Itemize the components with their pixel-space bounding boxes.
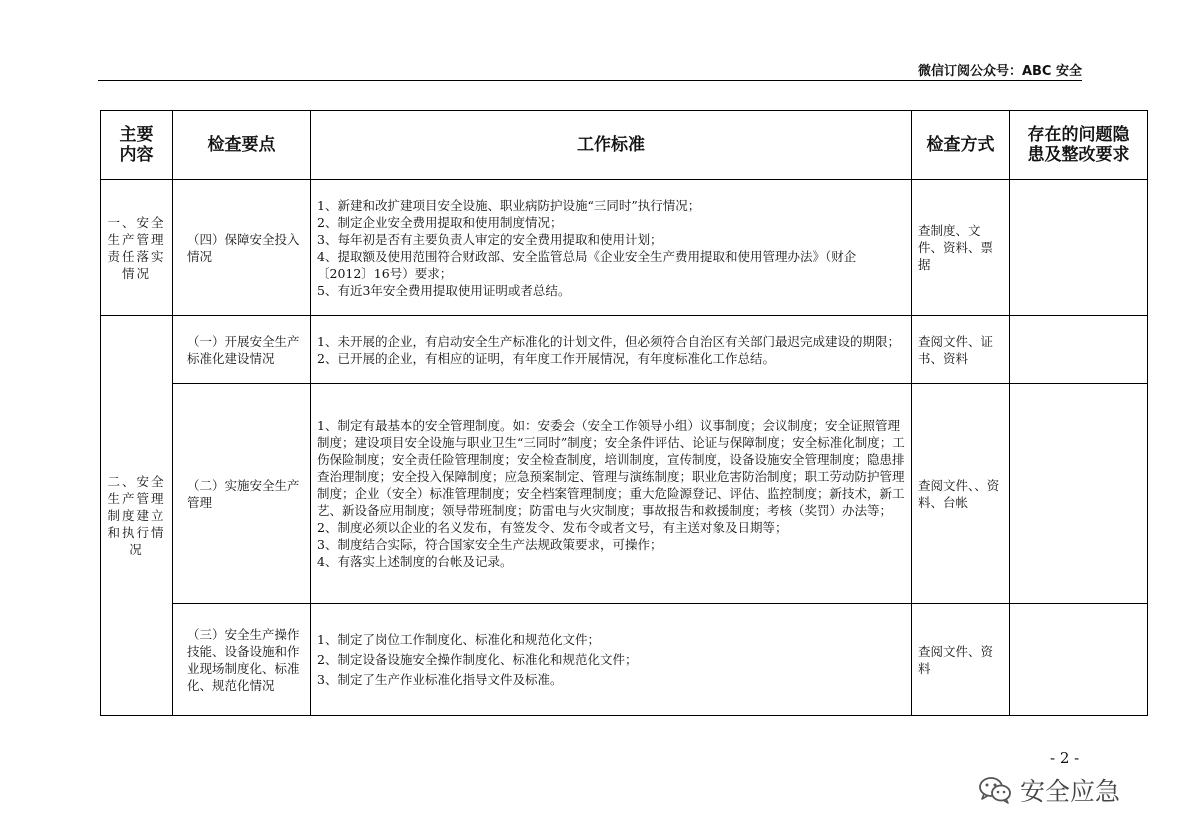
issues-cell xyxy=(1010,384,1148,604)
standard-line: 2、已开展的企业，有相应的证明，有年度工作开展情况，有年度标准化工作总结。 xyxy=(317,350,775,366)
main-content-cell: 二、安全生产管理制度建立和执行情况 xyxy=(101,316,173,716)
check-point-cell: （四）保障安全投入情况 xyxy=(173,180,311,316)
standard-line: 3、制定了生产作业标准化指导文件及标准。 xyxy=(317,671,563,687)
header-issues: 存在的问题隐患及整改要求 xyxy=(1010,111,1148,180)
check-point-cell: （二）实施安全生产管理 xyxy=(173,384,311,604)
check-method-cell: 查阅文件、资料 xyxy=(912,604,1010,716)
inspection-table xyxy=(100,110,1148,716)
standard-line: 3、制度结合实际，符合国家安全生产法规政策要求，可操作； xyxy=(317,537,663,552)
header-text: 微信订阅公众号：ABC 安全 xyxy=(917,64,1082,79)
header-main-content: 主要内容 xyxy=(101,111,173,180)
issues-cell xyxy=(1010,316,1148,384)
table-row xyxy=(101,316,1148,384)
check-method-cell: 查制度、文件、资料、票据 xyxy=(912,180,1010,316)
standard-line: 3、每年初是否有主要负责人审定的安全费用提取和使用计划； xyxy=(317,231,663,247)
check-method-cell: 查阅文件、证书、资料 xyxy=(912,316,1010,384)
watermark-text: 安全应急 xyxy=(1020,777,1121,806)
standard-line: 4、有落实上述制度的台帐及记录。 xyxy=(317,554,513,569)
work-standard-cell xyxy=(311,316,912,384)
check-point-cell: （三）安全生产操作技能、设备设施和作业现场制度化、标准化、规范化情况 xyxy=(173,604,311,716)
page-number: - 2 - xyxy=(1050,749,1080,767)
standard-line: 2、制定企业安全费用提取和使用制度情况； xyxy=(317,214,563,230)
header-work-standard: 工作标准 xyxy=(311,111,912,180)
work-standard-cell xyxy=(311,604,912,716)
standard-line: 1、未开展的企业，有启动安全生产标准化的计划文件，但必须符合自治区有关部门最迟完成建设的期限； xyxy=(317,333,900,349)
standard-line: 2、制定设备设施安全操作制度化、标准化和规范化文件； xyxy=(317,651,638,667)
issues-cell xyxy=(1010,180,1148,316)
standard-line: 1、制定有最基本的安全管理制度。如：安委会（安全工作领导小组）议事制度；会议制度；安全证照管理制度；建设项目安全设施与职业卫生“三同时”制度；安全条件评估、论证与保障制度；安全标准化制度；工伤保险制度；安全责任险管理制度；安全检查制度，培训制度，宣传制度，设备设施安全管理制度；隐患排查治理制度；安全投入保障制度；应急预案制定、管理与演练制度；职业危害防治制度；职工劳动防护管理制度；企业（安全）标准管理制度；安全档案管理制度；重大危险源登记、评估、监控制度；新技术，新工艺、新设备应用制度；领导带班制度；防雷电与火灾制度；事故报告和救援制度；考核（奖罚）办法等； xyxy=(317,418,905,518)
standard-line: 5、有近3年安全费用提取使用证明或者总结。 xyxy=(317,282,571,298)
check-point-cell: （一）开展安全生产标准化建设情况 xyxy=(173,316,311,384)
table-header-row xyxy=(101,111,1148,180)
standard-line: 2、制度必须以企业的名义发布，有签发令、发布令或者文号，有主送对象及日期等； xyxy=(317,520,788,535)
standard-line: 1、新建和改扩建项目安全设施、职业病防护设施“三同时”执行情况； xyxy=(317,197,701,213)
standard-line: 4、提取额及使用范围符合财政部、安全监管总局《企业安全生产费用提取和使用管理办法》（财企〔2012〕16号）要求； xyxy=(317,248,857,281)
header-rule xyxy=(98,80,1082,81)
table-row xyxy=(101,180,1148,316)
work-standard-cell xyxy=(311,180,912,316)
table-row xyxy=(101,384,1148,604)
wechat-icon xyxy=(978,776,1012,804)
issues-cell xyxy=(1010,604,1148,716)
header-check-method: 检查方式 xyxy=(912,111,1010,180)
work-standard-cell xyxy=(311,384,912,604)
watermark xyxy=(978,772,1120,808)
main-content-cell: 一、安全生产管理责任落实情况 xyxy=(101,180,173,316)
table-row xyxy=(101,604,1148,716)
header-check-point: 检查要点 xyxy=(173,111,311,180)
standard-line: 1、制定了岗位工作制度化、标准化和规范化文件； xyxy=(317,631,600,647)
check-method-cell: 查阅文件、、资料、台帐 xyxy=(912,384,1010,604)
